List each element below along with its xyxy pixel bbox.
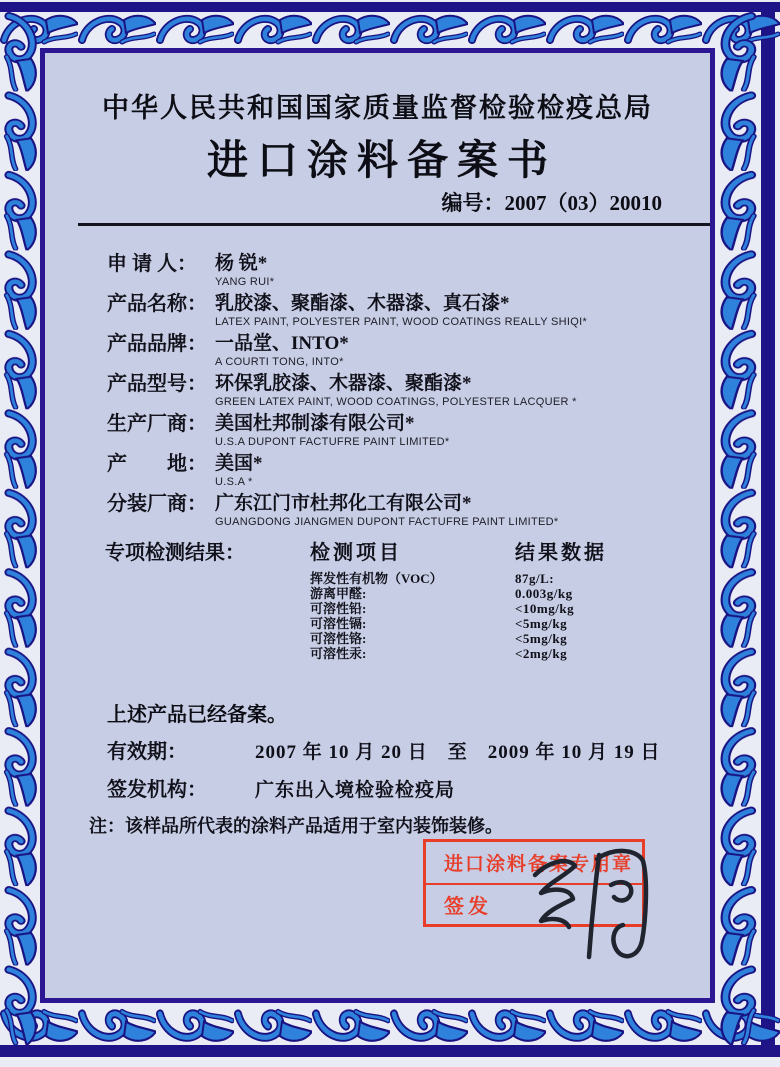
field-value-en: YANG RUI* <box>215 276 275 288</box>
seal-title: 进口涂料备案专用章 <box>426 842 642 885</box>
field-label: 生产厂商： <box>107 413 207 435</box>
field-value-cn: 乳胶漆、聚酯漆、木器漆、真石漆* <box>215 293 510 314</box>
field-value-cn: 环保乳胶漆、木器漆、聚酯漆* <box>215 373 472 394</box>
certificate-number-label: 编号： <box>441 191 505 215</box>
field-value-en: U.S.A * <box>215 476 253 488</box>
field-row-model <box>107 372 710 409</box>
field-value-cn: 美国杜邦制漆有限公司* <box>215 413 415 434</box>
border-band-right <box>761 2 775 1047</box>
test-results-label: 专项检测结果： <box>105 542 245 564</box>
field-row-repacker <box>107 492 710 529</box>
test-result: <2mg/kg <box>515 646 568 661</box>
field-value-en: A COURTI TONG, INTO* <box>215 356 344 368</box>
border-ornament-left <box>0 12 40 1045</box>
field-row-applicant <box>107 252 710 289</box>
test-row-lead <box>310 601 710 616</box>
test-item: 游离甲醛: <box>310 586 367 601</box>
field-label: 申 请 人： <box>107 253 197 275</box>
stamp-area <box>45 839 710 1003</box>
field-value-en: GUANGDONG JIANGMEN DUPONT FACTUFRE PAINT LIMITED* <box>215 516 559 528</box>
usage-note: 注：该样品所代表的涂料产品适用于室内装饰装修。 <box>89 816 503 836</box>
field-label: 产品型号： <box>107 373 207 395</box>
test-item: 可溶性铬: <box>310 631 367 646</box>
handwritten-signature <box>515 841 675 981</box>
document-title: 进口涂料备案书 <box>207 137 557 183</box>
field-label: 产品品牌： <box>107 333 207 355</box>
issuer-value: 广东出入境检验检疫局 <box>255 780 456 801</box>
test-results-section <box>45 539 710 661</box>
test-col-result-header: 结果数据 <box>515 542 607 564</box>
field-row-manufacturer <box>107 412 710 449</box>
authority-title: 中华人民共和国国家质量监督检验检疫总局 <box>102 93 653 123</box>
seal-issue-label: 签发 <box>444 896 492 918</box>
test-item: 可溶性铅: <box>310 601 367 616</box>
test-row-formaldehyde <box>310 586 710 601</box>
test-item: 挥发性有机物（VOC） <box>310 571 443 586</box>
validity-row <box>107 738 710 767</box>
registered-statement: 上述产品已经备案。 <box>107 704 287 726</box>
validity-value: 2007 年 10 月 20 日 至 2009 年 10 月 19 日 <box>255 742 661 763</box>
certificate-number-value: 2007（03）20010 <box>504 191 662 215</box>
validity-label: 有效期： <box>107 741 187 763</box>
header-divider <box>78 223 710 226</box>
test-item: 可溶性镉: <box>310 616 367 631</box>
field-row-brand <box>107 332 710 369</box>
test-item: 可溶性汞: <box>310 646 367 661</box>
field-label: 分装厂商： <box>107 493 207 515</box>
test-result: 87g/L: <box>515 571 555 586</box>
field-label: 产品名称： <box>107 293 207 315</box>
test-row-chromium <box>310 631 710 646</box>
certificate-number <box>45 189 710 217</box>
field-value-en: U.S.A DUPONT FACTUFRE PAINT LIMITED* <box>215 436 450 448</box>
test-row-cadmium <box>310 616 710 631</box>
test-col-item-header: 检测项目 <box>310 542 402 564</box>
field-value-en: LATEX PAINT, POLYESTER PAINT, WOOD COATINGS REALLY SHIQI* <box>215 316 588 328</box>
test-row-voc <box>310 571 710 586</box>
issuer-label: 签发机构： <box>107 779 207 801</box>
issuer-row <box>107 776 710 805</box>
border-band-top <box>0 2 780 12</box>
field-value-cn: 美国* <box>215 453 263 474</box>
border-ornament-top <box>0 12 780 48</box>
field-row-product-name <box>107 292 710 329</box>
certificate-body <box>40 48 715 1003</box>
test-result: 0.003g/kg <box>515 586 573 601</box>
test-results-header <box>310 539 710 567</box>
test-result: <5mg/kg <box>515 631 568 646</box>
test-result: <10mg/kg <box>515 601 575 616</box>
field-label: 产 地： <box>107 453 207 475</box>
field-row-origin <box>107 452 710 489</box>
fields-section <box>45 252 710 529</box>
border-ornament-bottom <box>0 1005 780 1045</box>
field-value-cn: 广东江门市杜邦化工有限公司* <box>215 493 472 514</box>
border-ornament-right <box>717 12 761 1045</box>
field-value-cn: 一品堂、INTO* <box>215 333 349 354</box>
field-value-en: GREEN LATEX PAINT, WOOD COATINGS, POLYESTER LACQUER * <box>215 396 577 408</box>
field-value-cn: 杨 锐* <box>215 253 268 274</box>
test-row-mercury <box>310 646 710 661</box>
test-result: <5mg/kg <box>515 616 568 631</box>
border-band-bottom <box>0 1045 780 1057</box>
